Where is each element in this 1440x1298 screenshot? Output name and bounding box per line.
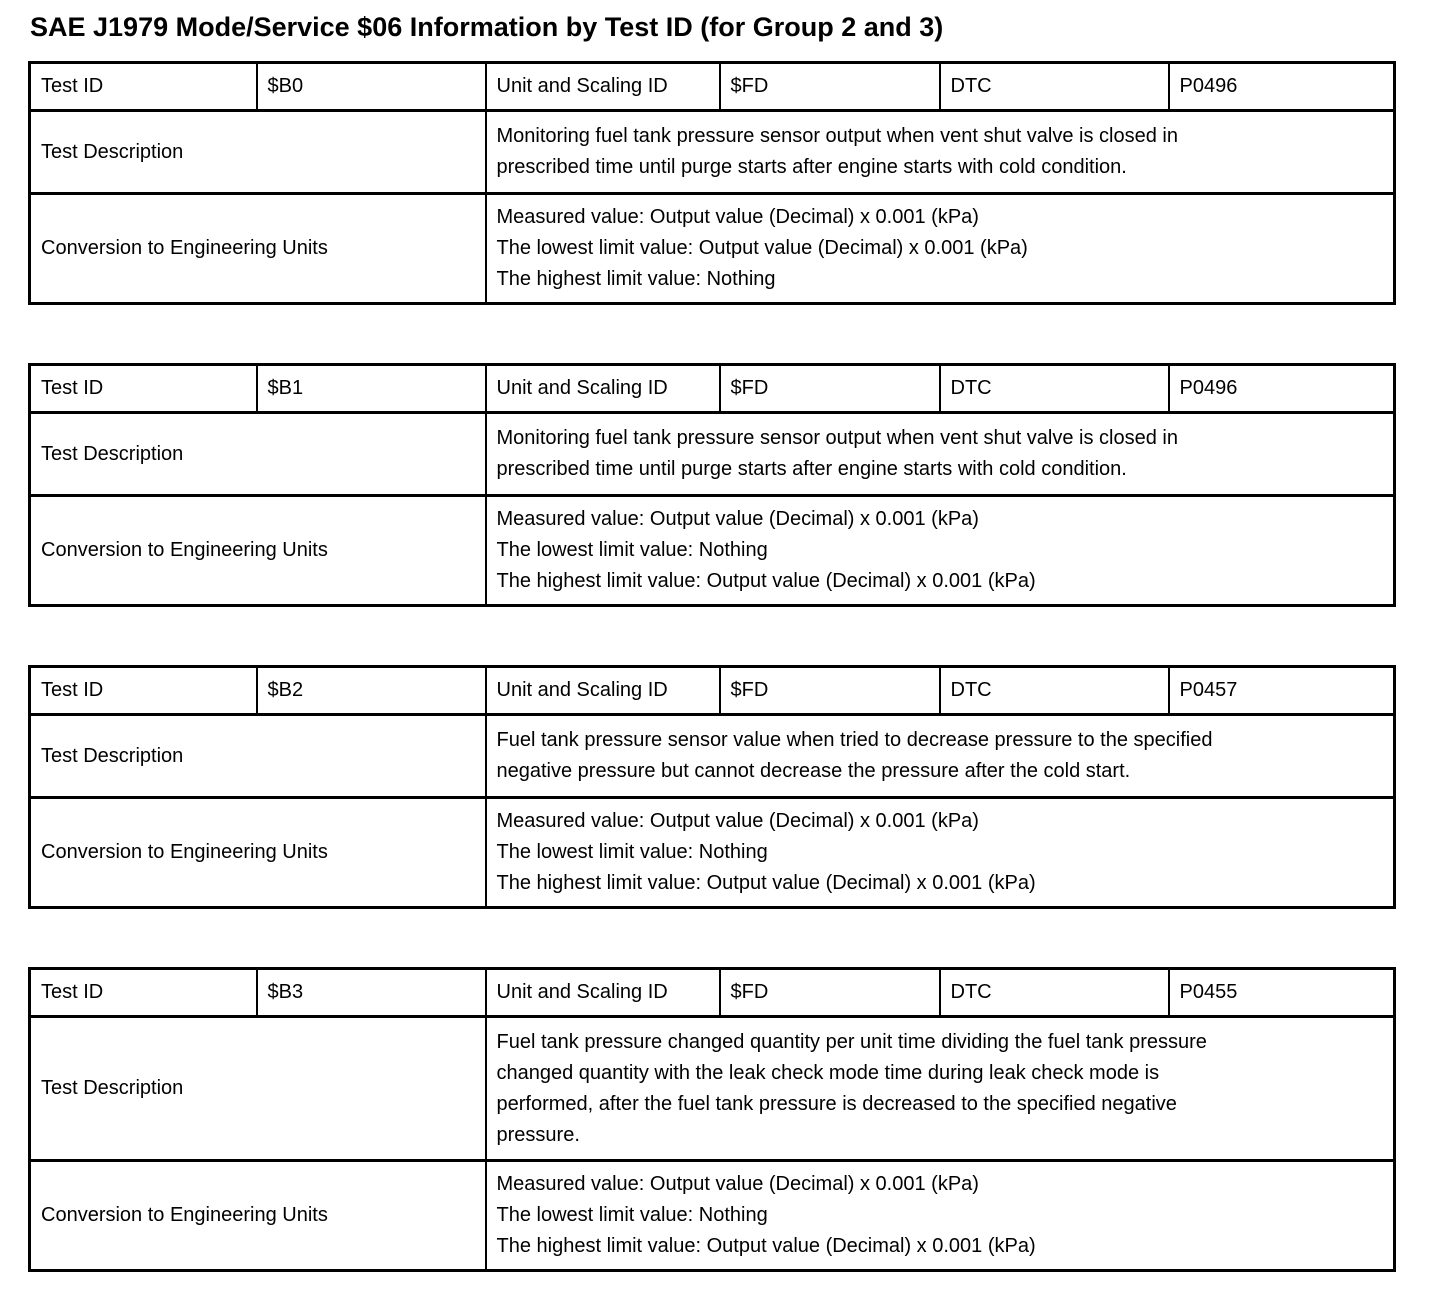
conversion-label: Conversion to Engineering Units [30,194,486,304]
unit-scaling-id-value: $FD [720,667,940,715]
conversion-value: Measured value: Output value (Decimal) x 0.001 (kPa) The lowest limit value: Nothing The highest limit value: Output value (Decimal) x 0.001 (kPa) [486,798,1395,908]
page-title: SAE J1979 Mode/Service $06 Information by Test ID (for Group 2 and 3) [30,12,944,42]
table-row-header [30,63,1395,111]
dtc-label: DTC [940,365,1169,413]
unit-scaling-id-label: Unit and Scaling ID [486,667,720,715]
conversion-value: Measured value: Output value (Decimal) x 0.001 (kPa) The lowest limit value: Nothing The highest limit value: Output value (Decimal) x 0.001 (kPa) [486,496,1395,606]
unit-scaling-id-label: Unit and Scaling ID [486,365,720,413]
test-table-b3 [28,967,1396,1272]
test-id-value: $B0 [257,63,486,111]
table-row-conversion [30,1161,1395,1271]
test-description-label: Test Description [30,1017,486,1161]
test-table-b2 [28,665,1396,909]
table-row-header [30,365,1395,413]
test-description-value: Monitoring fuel tank pressure sensor output when vent shut valve is closed in prescribed time until purge starts after engine starts with cold condition. [486,111,1395,194]
unit-scaling-id-label: Unit and Scaling ID [486,969,720,1017]
unit-scaling-id-value: $FD [720,969,940,1017]
table-row-description [30,413,1395,496]
dtc-label: DTC [940,969,1169,1017]
table-row-description [30,715,1395,798]
dtc-value: P0455 [1169,969,1395,1017]
unit-scaling-id-value: $FD [720,365,940,413]
test-description-value: Monitoring fuel tank pressure sensor output when vent shut valve is closed in prescribed time until purge starts after engine starts with cold condition. [486,413,1395,496]
unit-scaling-id-value: $FD [720,63,940,111]
test-description-value: Fuel tank pressure changed quantity per unit time dividing the fuel tank pressure changed quantity with the leak check mode time during leak check mode is performed, after the fuel tank pressure is decreased to the specified negative pressure. [486,1017,1395,1161]
dtc-label: DTC [940,63,1169,111]
test-table-b1 [28,363,1396,607]
test-id-value: $B2 [257,667,486,715]
test-description-label: Test Description [30,413,486,496]
test-id-label: Test ID [30,969,257,1017]
dtc-value: P0496 [1169,365,1395,413]
dtc-value: P0496 [1169,63,1395,111]
conversion-label: Conversion to Engineering Units [30,1161,486,1271]
test-id-label: Test ID [30,667,257,715]
test-description-value: Fuel tank pressure sensor value when tried to decrease pressure to the specified negative pressure but cannot decrease the pressure after the cold start. [486,715,1395,798]
table-row-description [30,111,1395,194]
test-description-label: Test Description [30,111,486,194]
table-row-conversion [30,496,1395,606]
conversion-value: Measured value: Output value (Decimal) x 0.001 (kPa) The lowest limit value: Output value (Decimal) x 0.001 (kPa) The highest limit value: Nothing [486,194,1395,304]
test-id-label: Test ID [30,365,257,413]
conversion-value: Measured value: Output value (Decimal) x 0.001 (kPa) The lowest limit value: Nothing The highest limit value: Output value (Decimal) x 0.001 (kPa) [486,1161,1395,1271]
test-id-value: $B1 [257,365,486,413]
test-id-value: $B3 [257,969,486,1017]
test-id-label: Test ID [30,63,257,111]
unit-scaling-id-label: Unit and Scaling ID [486,63,720,111]
conversion-label: Conversion to Engineering Units [30,798,486,908]
table-row-header [30,667,1395,715]
dtc-label: DTC [940,667,1169,715]
table-row-description [30,1017,1395,1161]
table-row-conversion [30,194,1395,304]
dtc-value: P0457 [1169,667,1395,715]
test-table-b0 [28,61,1396,305]
conversion-label: Conversion to Engineering Units [30,496,486,606]
table-row-conversion [30,798,1395,908]
test-description-label: Test Description [30,715,486,798]
table-row-header [30,969,1395,1017]
